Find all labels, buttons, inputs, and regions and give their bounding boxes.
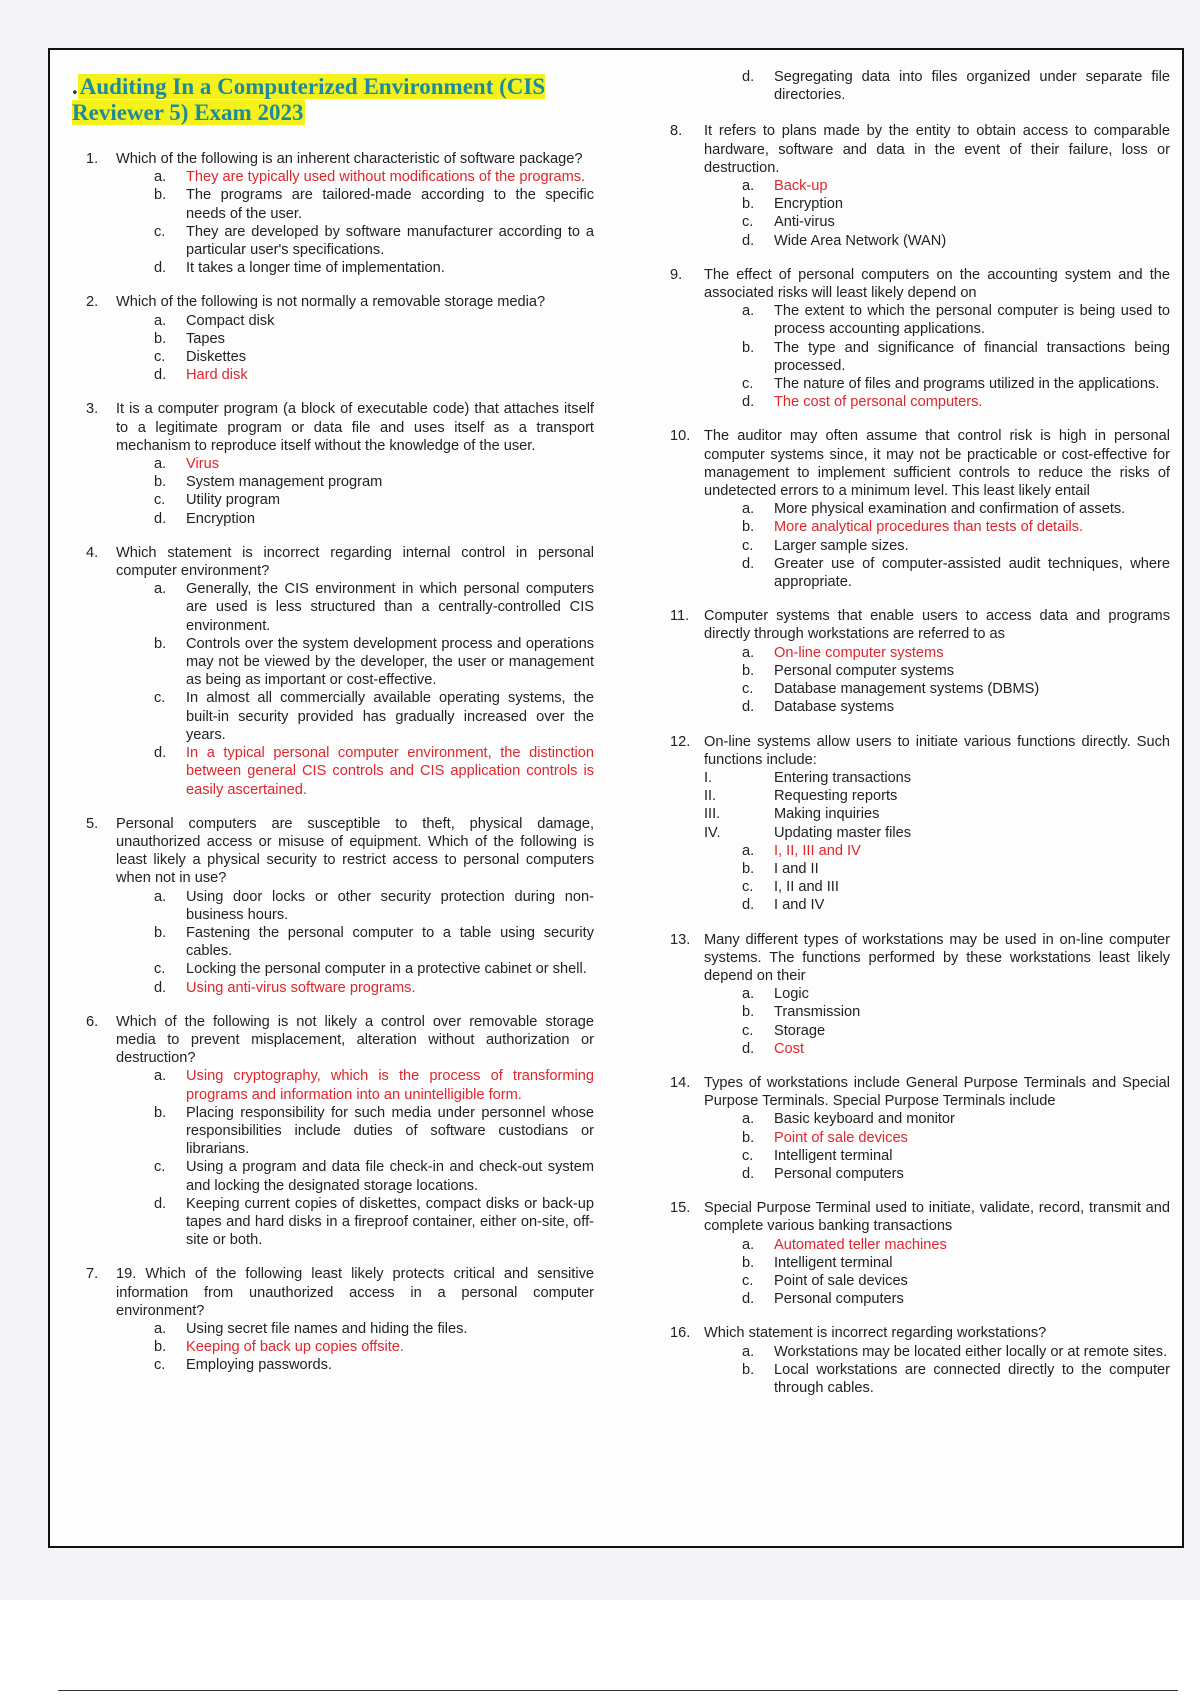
roman-text: Making inquiries [774,806,880,823]
option-text: Personal computers [774,1291,904,1308]
option-list [704,177,1170,250]
option-label: a. [742,303,755,320]
option-label: d. [154,367,167,384]
option [116,223,594,259]
option-text: Database systems [774,699,895,716]
option-label: d. [742,555,755,572]
option-label: a. [742,1236,755,1253]
question-text: Computer systems that enable users to access data and programs directly through workstations are referred to as [704,608,1170,643]
title-text: Auditing In a Computerized Environment (CIS Reviewer 5) Exam 2023 [72,74,546,125]
option-label: c. [154,349,166,366]
option-text: Fastening the personal computer to a table using security cables. [186,924,594,960]
option [116,924,594,960]
option-text: Keeping current copies of diskettes, compact disks or back-up tapes and hard disks in a fireproof container, either on-site, off-site or both. [186,1195,594,1249]
option-label: c. [154,690,166,707]
continued-option [670,68,1170,104]
question-item [670,1074,1170,1183]
option-label: b. [154,1104,167,1121]
option [116,580,594,635]
option-label: a. [154,888,167,905]
roman-item [704,805,1170,823]
option [704,662,1170,680]
option-list [116,455,594,528]
option-text: In almost all commercially available operating systems, the built-in security provided has gradually increased over the years. [186,690,594,743]
page-frame [48,48,1184,1548]
option [704,985,1170,1003]
option-list [116,888,594,997]
option-label: b. [154,635,167,652]
option [116,186,594,222]
option-list [116,580,594,798]
option [704,698,1170,716]
option-text: In a typical personal computer environment, the distinction between general CIS controls and CIS application controls is easily ascertained. [186,745,594,798]
option-label: a. [154,456,167,473]
option-list [704,842,1170,915]
correct-answer-option [704,1040,1170,1058]
option-text: Personal computers [774,1165,904,1182]
right-question-list [670,122,1170,1397]
option-text: Virus [186,456,219,473]
question-body [116,1265,594,1374]
option-list [704,500,1170,591]
option-label: b. [154,1339,167,1356]
option-text: Point of sale devices [774,1129,908,1146]
question-item [670,1199,1170,1308]
option-label: a. [154,169,167,186]
option [116,330,594,348]
roman-item [704,787,1170,805]
correct-answer-option [704,393,1170,411]
option-text: Placing responsibility for such media under personnel whose responsibilities include duties of software custodians or librarians. [186,1104,594,1158]
option-label: a. [742,986,755,1003]
roman-item [704,824,1170,842]
question-body [704,733,1170,915]
option-label: d. [742,394,755,411]
option-label: a. [742,501,755,518]
option-list [116,168,594,277]
option [704,1165,1170,1183]
option-text: Larger sample sizes. [774,537,909,554]
question-text: On-line systems allow users to initiate various functions directly. Such functions include: [704,733,1170,768]
option-text: They are typically used without modifications of the programs. [186,169,586,186]
option-text: Encryption [774,196,843,213]
option-text: Hard disk [186,367,248,384]
option-text: Locking the personal computer in a protective cabinet or shell. [186,961,587,978]
option [704,1290,1170,1308]
option [704,537,1170,555]
option-text: Using secret file names and hiding the files. [186,1320,468,1337]
option-label: b. [154,474,167,491]
option-label: c. [742,879,754,896]
option-list [704,1110,1170,1183]
question-item [670,931,1170,1058]
question-number: 4. [86,544,99,561]
option-list [704,1343,1170,1398]
option-label: a. [742,178,755,195]
question-text: Special Purpose Terminal used to initiate, validate, record, transmit and complete various banking transactions [704,1200,1170,1235]
option [704,1003,1170,1021]
correct-answer-option [116,1067,594,1103]
question-item [72,150,594,277]
question-item [670,1324,1170,1397]
option-text: Using door locks or other security protection during non-business hours. [186,888,594,923]
question-body [116,150,594,277]
question-text: Which of the following is not likely a control over removable storage media to prevent misplacement, alteration without authorization or destruction? [116,1013,594,1067]
question-text: Which statement is incorrect regarding workstations? [704,1325,1047,1342]
option-label: a. [154,1068,167,1085]
option [116,473,594,491]
option [704,1272,1170,1290]
question-number: 14. [670,1074,691,1091]
question-number: 10. [670,428,691,445]
question-number: 15. [670,1200,691,1217]
option-text: More analytical procedures than tests of details. [774,519,1084,536]
option-text: Using cryptography, which is the process of transforming programs and information into an unintelligible form. [186,1068,594,1103]
question-body [116,544,594,799]
option-text: Logic [774,986,809,1003]
option-text: Compact disk [186,312,275,329]
correct-answer-option [704,518,1170,536]
option [116,259,594,277]
question-number: 13. [670,931,691,948]
right-column [670,68,1170,1413]
question-number: 2. [86,294,99,311]
question-body [704,1324,1170,1397]
option-text: Workstations may be located either locally or at remote sites. [774,1343,1168,1360]
question-item [72,1265,594,1374]
option-label: d. [742,1291,755,1308]
option-text: The cost of personal computers. [774,394,983,411]
option [116,1356,594,1374]
option-text: Employing passwords. [186,1357,333,1374]
left-question-list [72,150,594,1375]
question-text: Many different types of workstations may be used in on-line computer systems. The functions performed by these workstations least likely depend on their [704,931,1170,984]
option-text: System management program [186,474,383,491]
option-label: b. [742,519,755,536]
option-list [116,312,594,385]
option-label: c. [742,376,754,393]
option-label: b. [742,1361,755,1378]
option [704,1361,1170,1397]
option-label: d. [742,897,755,914]
option-list [704,644,1170,717]
option-text: Segregating data into files organized under separate file directories. [774,69,1170,104]
option-text: I and IV [774,897,825,914]
option-label: c. [742,1272,754,1289]
option-label: a. [742,1343,755,1360]
question-item [670,122,1170,249]
correct-answer-option [704,1129,1170,1147]
option-label: a. [154,312,167,329]
question-item [72,815,594,997]
question-item [670,733,1170,915]
option [116,312,594,330]
footer-rule [58,1690,1178,1691]
question-body [704,607,1170,716]
correct-answer-option [704,644,1170,662]
option [704,1110,1170,1128]
question-text: Which statement is incorrect regarding internal control in personal computer environment? [116,544,594,580]
option [704,1147,1170,1165]
roman-label: III. [704,806,721,823]
option-label: a. [154,581,167,598]
option [704,375,1170,393]
option [116,348,594,366]
question-item [72,544,594,799]
question-body [704,266,1170,412]
roman-text: Updating master files [774,824,912,841]
option-text: I, II and III [774,879,839,896]
option-label: d. [154,745,167,762]
document-title [72,74,594,126]
question-item [72,400,594,527]
option-text: I, II, III and IV [774,842,861,859]
option-list [704,302,1170,411]
option-label: d. [742,232,755,249]
option [116,510,594,528]
question-item [670,427,1170,591]
option-text: Wide Area Network (WAN) [774,232,947,249]
option-text: The nature of files and programs utilized in the applications. [774,376,1160,393]
option-label: b. [154,330,167,347]
option [704,500,1170,518]
option [704,555,1170,591]
option-text: Encryption [186,510,255,527]
option-label: d. [154,1195,167,1212]
question-body [116,293,594,384]
option-label: d. [154,510,167,527]
option-label: c. [742,1022,754,1039]
option-text: Storage [774,1022,826,1039]
option-list [116,1320,594,1375]
correct-answer-option [704,1236,1170,1254]
question-number: 12. [670,733,691,750]
title-prefix: . [72,74,78,99]
option-text: Cost [774,1040,805,1057]
option-text: The type and significance of financial transactions being processed. [774,339,1170,374]
option [116,1320,594,1338]
option-list [704,1236,1170,1309]
option-label: d. [154,260,167,277]
roman-label: II. [704,788,717,805]
option-list [704,985,1170,1058]
option-label: b. [742,1004,755,1021]
option [704,860,1170,878]
option-label: a. [742,644,755,661]
question-number: 6. [86,1013,99,1030]
option-text: It takes a longer time of implementation. [186,260,445,277]
correct-answer-option [116,1338,594,1356]
option-label: d. [742,69,755,85]
option-list [116,1067,594,1249]
option-label: d. [742,699,755,716]
correct-answer-option [704,842,1170,860]
option-text: More physical examination and confirmation of assets. [774,501,1126,518]
roman-label: I. [704,769,713,786]
option-text: Anti-virus [774,214,835,231]
option-label: c. [742,214,754,231]
option-label: d. [742,1040,755,1057]
option-label: c. [742,1147,754,1164]
option [704,878,1170,896]
question-body [704,1199,1170,1308]
option-text: Utility program [186,492,281,509]
option-label: c. [742,537,754,554]
correct-answer-option [704,177,1170,195]
option [704,302,1170,338]
correct-answer-option [116,168,594,186]
question-text: Types of workstations include General Purpose Terminals and Special Purpose Terminals. Special Purpose Terminals include [704,1074,1170,1110]
question-item [670,266,1170,412]
option-label: c. [742,681,754,698]
option-label: a. [154,1320,167,1337]
question-text: Personal computers are susceptible to theft, physical damage, unauthorized access or misuse of equipment. Which of the following is least likely a physical security to restrict access to personal computers when not in use? [116,815,594,887]
question-text: It is a computer program (a block of executable code) that attaches itself to a legitimate program or data file and uses itself as a transport mechanism to reproduce itself without the knowledge of the user. [116,401,594,454]
option-text: Using anti-virus software programs. [186,979,416,996]
correct-answer-option [116,366,594,384]
question-text: Which of the following is an inherent characteristic of software package? [116,151,583,167]
option-text: Controls over the system development process and operations may not be viewed by the developer, the user or management as being as important or cost-effective. [186,635,594,689]
option-label: b. [742,662,755,679]
option-label: a. [742,842,755,859]
option-text: The extent to which the personal computer is being used to process accounting applications. [774,303,1170,338]
roman-item [704,769,1170,787]
option [704,232,1170,250]
option-text: The programs are tailored-made according to the specific needs of the user. [186,187,594,222]
option-text: Tapes [186,330,225,347]
option-text: Intelligent terminal [774,1147,893,1164]
question-item [72,1013,594,1250]
question-text: The auditor may often assume that control risk is high in personal computer systems since, it may not be practicable or cost-effective for management to implement sufficient controls to reduce the risks of undetected errors to a minimum level. This least likely entail [704,428,1170,500]
question-number: 11. [670,608,690,625]
question-item [670,607,1170,716]
option [704,213,1170,231]
correct-answer-option [116,744,594,799]
option-text: Keeping of back up copies offsite. [186,1339,404,1356]
option-label: b. [154,924,167,941]
option-text: On-line computer systems [774,644,944,661]
question-text: The effect of personal computers on the accounting system and the associated risks will least likely depend on [704,266,1170,302]
option-label: b. [742,1129,755,1146]
question-body [116,1013,594,1250]
question-number: 8. [670,123,683,140]
option-label: b. [742,860,755,877]
option [116,960,594,978]
option-text: Point of sale devices [774,1272,908,1289]
question-body [704,931,1170,1058]
option-label: b. [742,339,755,356]
option-label: d. [154,979,167,996]
option-label: c. [154,223,166,240]
option [704,68,1170,104]
option-text: Personal computer systems [774,662,955,679]
option-label: d. [742,1165,755,1182]
question-number: 7. [86,1266,99,1283]
option [704,339,1170,375]
question-body [116,400,594,527]
option-text: Database management systems (DBMS) [774,681,1040,698]
question-number: 3. [86,401,99,418]
correct-answer-option [116,455,594,473]
question-body [704,427,1170,591]
option-text: Intelligent terminal [774,1254,893,1271]
roman-text: Requesting reports [774,788,898,805]
option [116,689,594,744]
option-label: c. [154,961,166,978]
question-number: 1. [86,151,99,167]
option-text: Local workstations are connected directly to the computer through cables. [774,1361,1170,1396]
option [116,1158,594,1194]
question-text: Which of the following is not normally a removable storage media? [116,294,546,311]
option-text: Transmission [774,1004,861,1021]
option [704,680,1170,698]
option-text: Basic keyboard and monitor [774,1111,955,1128]
question-text: It refers to plans made by the entity to obtain access to comparable hardware, software and data in the event of their failure, loss or destruction. [704,123,1170,176]
option [704,1022,1170,1040]
question-body [704,1074,1170,1183]
roman-label: IV. [704,824,721,841]
option-text: Generally, the CIS environment in which personal computers are used is less structured than a centrally-controlled CIS environment. [186,581,594,634]
option-text: I and II [774,860,819,877]
option-label: c. [154,492,166,509]
question-item [72,293,594,384]
option-label: c. [154,1357,166,1374]
question-body [704,122,1170,249]
question-number: 9. [670,266,683,283]
option-text: Diskettes [186,349,247,366]
option [116,491,594,509]
question-number: 16. [670,1325,691,1342]
option [704,896,1170,914]
option-text: Automated teller machines [774,1236,947,1253]
option [116,1195,594,1250]
left-column [72,68,594,1391]
option [704,1254,1170,1272]
option-label: b. [742,196,755,213]
option-text: Using a program and data file check-in and check-out system and locking the designated storage locations. [186,1159,594,1194]
option-text: Greater use of computer-assisted audit techniques, where appropriate. [774,555,1170,591]
option [704,195,1170,213]
option [116,635,594,690]
option [116,1104,594,1159]
option-text: They are developed by software manufacturer according to a particular user's specifications. [186,223,594,259]
option-label: a. [742,1111,755,1128]
option [704,1343,1170,1361]
option-label: b. [742,1254,755,1271]
option-text: Back-up [774,178,828,195]
question-number: 5. [86,815,99,832]
roman-text: Entering transactions [774,769,912,786]
correct-answer-option [116,979,594,997]
option-label: c. [154,1159,166,1176]
question-text: 19. Which of the following least likely protects critical and sensitive information from unauthorized access in a personal computer environment? [116,1266,594,1319]
option [116,888,594,924]
question-body [116,815,594,997]
option-label: b. [154,187,167,204]
